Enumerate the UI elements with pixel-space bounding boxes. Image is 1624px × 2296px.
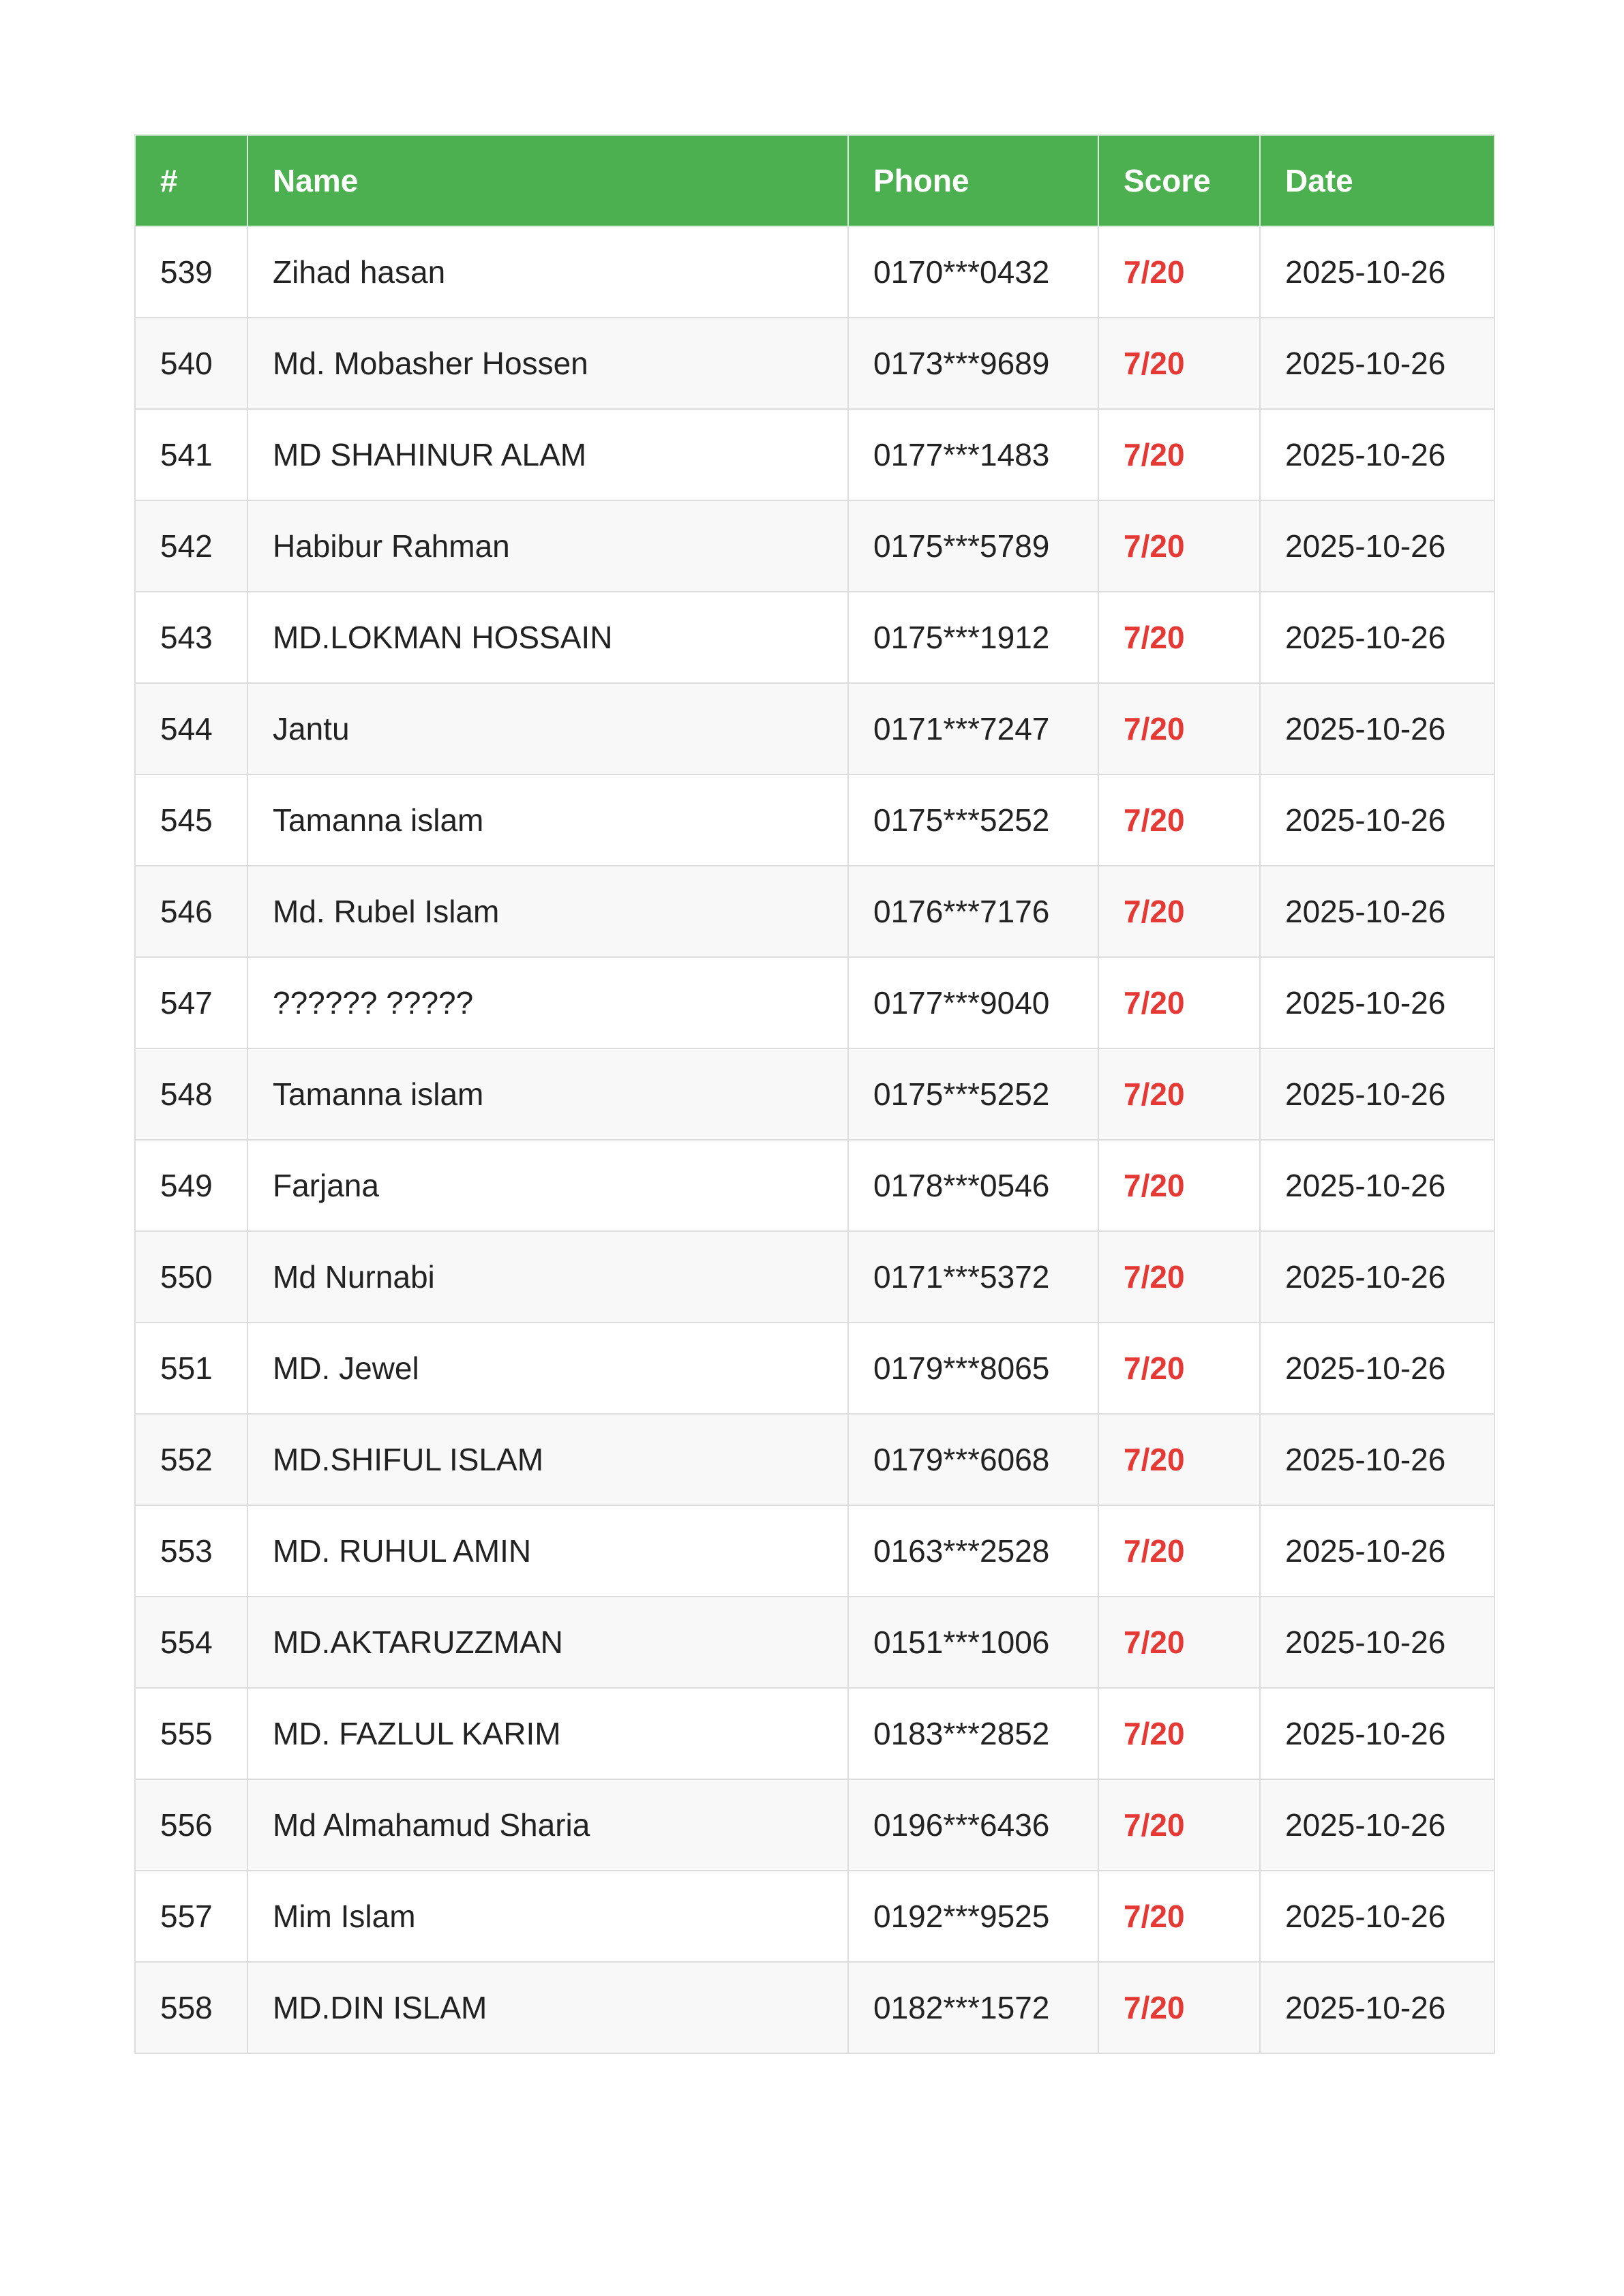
cell-phone: 0177***9040 (848, 957, 1098, 1048)
cell-num: 556 (135, 1779, 247, 1871)
table-row (135, 1140, 1494, 1231)
cell-name: MD SHAHINUR ALAM (247, 409, 848, 500)
cell-name: MD.LOKMAN HOSSAIN (247, 592, 848, 683)
cell-score: 7/20 (1098, 1048, 1260, 1140)
cell-date: 2025-10-26 (1260, 1871, 1494, 1962)
cell-name: MD.SHIFUL ISLAM (247, 1414, 848, 1505)
cell-name: Md. Mobasher Hossen (247, 318, 848, 409)
cell-num: 546 (135, 866, 247, 957)
cell-num: 549 (135, 1140, 247, 1231)
cell-score: 7/20 (1098, 1231, 1260, 1323)
cell-phone: 0151***1006 (848, 1597, 1098, 1688)
table-row (135, 592, 1494, 683)
cell-phone: 0182***1572 (848, 1962, 1098, 2053)
cell-num: 555 (135, 1688, 247, 1779)
cell-date: 2025-10-26 (1260, 866, 1494, 957)
table-row (135, 866, 1494, 957)
header-phone: Phone (848, 135, 1098, 226)
cell-date: 2025-10-26 (1260, 1688, 1494, 1779)
cell-name: MD.AKTARUZZMAN (247, 1597, 848, 1688)
cell-score: 7/20 (1098, 500, 1260, 592)
cell-name: Jantu (247, 683, 848, 774)
table-row (135, 1231, 1494, 1323)
cell-name: ?????? ????? (247, 957, 848, 1048)
header-score: Score (1098, 135, 1260, 226)
cell-num: 544 (135, 683, 247, 774)
cell-date: 2025-10-26 (1260, 226, 1494, 318)
cell-score: 7/20 (1098, 409, 1260, 500)
cell-name: MD. FAZLUL KARIM (247, 1688, 848, 1779)
cell-date: 2025-10-26 (1260, 683, 1494, 774)
table-row (135, 683, 1494, 774)
cell-date: 2025-10-26 (1260, 774, 1494, 866)
cell-name: Md Nurnabi (247, 1231, 848, 1323)
cell-name: Farjana (247, 1140, 848, 1231)
cell-phone: 0171***7247 (848, 683, 1098, 774)
table-row (135, 774, 1494, 866)
cell-phone: 0183***2852 (848, 1688, 1098, 1779)
cell-name: MD. Jewel (247, 1323, 848, 1414)
cell-score: 7/20 (1098, 592, 1260, 683)
cell-num: 547 (135, 957, 247, 1048)
table-row (135, 1688, 1494, 1779)
cell-phone: 0170***0432 (848, 226, 1098, 318)
cell-num: 543 (135, 592, 247, 683)
cell-num: 540 (135, 318, 247, 409)
cell-date: 2025-10-26 (1260, 409, 1494, 500)
cell-date: 2025-10-26 (1260, 1231, 1494, 1323)
cell-num: 548 (135, 1048, 247, 1140)
table-row (135, 500, 1494, 592)
cell-score: 7/20 (1098, 1688, 1260, 1779)
cell-score: 7/20 (1098, 683, 1260, 774)
cell-name: Tamanna islam (247, 774, 848, 866)
cell-phone: 0175***5252 (848, 774, 1098, 866)
cell-score: 7/20 (1098, 1962, 1260, 2053)
header-num: # (135, 135, 247, 226)
cell-phone: 0177***1483 (848, 409, 1098, 500)
cell-phone: 0163***2528 (848, 1505, 1098, 1597)
table-row (135, 1779, 1494, 1871)
cell-score: 7/20 (1098, 774, 1260, 866)
cell-date: 2025-10-26 (1260, 1048, 1494, 1140)
cell-score: 7/20 (1098, 1323, 1260, 1414)
cell-phone: 0176***7176 (848, 866, 1098, 957)
table-row (135, 1048, 1494, 1140)
cell-name: MD.DIN ISLAM (247, 1962, 848, 2053)
cell-num: 554 (135, 1597, 247, 1688)
cell-name: Md Almahamud Sharia (247, 1779, 848, 1871)
cell-phone: 0196***6436 (848, 1779, 1098, 1871)
cell-score: 7/20 (1098, 1414, 1260, 1505)
cell-score: 7/20 (1098, 1779, 1260, 1871)
cell-score: 7/20 (1098, 1597, 1260, 1688)
cell-phone: 0175***5252 (848, 1048, 1098, 1140)
cell-phone: 0179***6068 (848, 1414, 1098, 1505)
header-date: Date (1260, 135, 1494, 226)
cell-name: Mim Islam (247, 1871, 848, 1962)
cell-score: 7/20 (1098, 866, 1260, 957)
cell-date: 2025-10-26 (1260, 1414, 1494, 1505)
cell-name: Zihad hasan (247, 226, 848, 318)
cell-phone: 0178***0546 (848, 1140, 1098, 1231)
cell-num: 551 (135, 1323, 247, 1414)
table-row (135, 1414, 1494, 1505)
table-row (135, 1505, 1494, 1597)
cell-score: 7/20 (1098, 226, 1260, 318)
cell-name: Md. Rubel Islam (247, 866, 848, 957)
cell-num: 542 (135, 500, 247, 592)
cell-score: 7/20 (1098, 1871, 1260, 1962)
cell-phone: 0173***9689 (848, 318, 1098, 409)
cell-num: 557 (135, 1871, 247, 1962)
cell-num: 539 (135, 226, 247, 318)
table-row (135, 957, 1494, 1048)
cell-date: 2025-10-26 (1260, 1597, 1494, 1688)
cell-phone: 0179***8065 (848, 1323, 1098, 1414)
table-row (135, 1323, 1494, 1414)
cell-name: MD. RUHUL AMIN (247, 1505, 848, 1597)
cell-score: 7/20 (1098, 957, 1260, 1048)
cell-date: 2025-10-26 (1260, 1140, 1494, 1231)
table-row (135, 1962, 1494, 2053)
table-row (135, 1871, 1494, 1962)
cell-date: 2025-10-26 (1260, 592, 1494, 683)
cell-score: 7/20 (1098, 1505, 1260, 1597)
cell-name: Habibur Rahman (247, 500, 848, 592)
cell-phone: 0175***5789 (848, 500, 1098, 592)
table-row (135, 409, 1494, 500)
cell-name: Tamanna islam (247, 1048, 848, 1140)
cell-phone: 0192***9525 (848, 1871, 1098, 1962)
table-row (135, 226, 1494, 318)
cell-num: 553 (135, 1505, 247, 1597)
table-header (135, 135, 1494, 226)
table-row (135, 1597, 1494, 1688)
cell-num: 545 (135, 774, 247, 866)
cell-num: 552 (135, 1414, 247, 1505)
header-row (135, 135, 1494, 226)
cell-date: 2025-10-26 (1260, 957, 1494, 1048)
cell-date: 2025-10-26 (1260, 1962, 1494, 2053)
results-table (134, 134, 1495, 2054)
cell-date: 2025-10-26 (1260, 500, 1494, 592)
cell-date: 2025-10-26 (1260, 1779, 1494, 1871)
results-table-container (134, 134, 1494, 2054)
table-body (135, 226, 1494, 2053)
cell-score: 7/20 (1098, 318, 1260, 409)
cell-num: 550 (135, 1231, 247, 1323)
cell-phone: 0175***1912 (848, 592, 1098, 683)
cell-score: 7/20 (1098, 1140, 1260, 1231)
cell-date: 2025-10-26 (1260, 1323, 1494, 1414)
cell-phone: 0171***5372 (848, 1231, 1098, 1323)
cell-num: 558 (135, 1962, 247, 2053)
cell-date: 2025-10-26 (1260, 318, 1494, 409)
header-name: Name (247, 135, 848, 226)
table-row (135, 318, 1494, 409)
cell-num: 541 (135, 409, 247, 500)
cell-date: 2025-10-26 (1260, 1505, 1494, 1597)
